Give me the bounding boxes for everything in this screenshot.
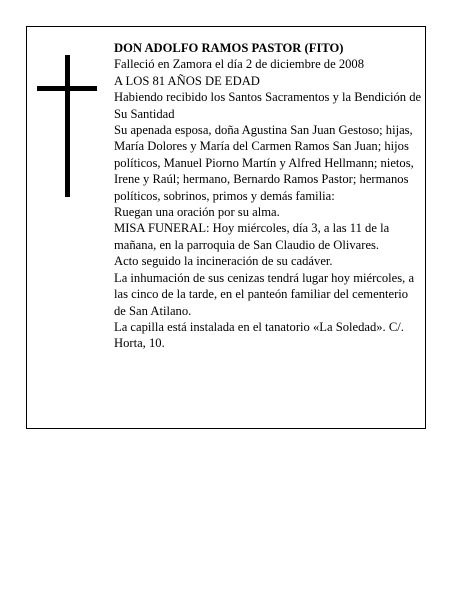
prayer-line: Ruegan una oración por su alma. (114, 205, 280, 220)
cross-vertical-bar (65, 55, 70, 197)
death-line: Falleció en Zamora el día 2 de diciembre de 2008 (114, 57, 365, 72)
cross-icon (37, 55, 97, 197)
burial-paragraph: La inhumación de sus cenizas tendrá lugar hoy miércoles, a las cinco de la tarde, en el panteón familiar del cementerio de San Atilano. (114, 270, 415, 318)
deceased-name: DON ADOLFO RAMOS PASTOR (FITO) (114, 41, 344, 55)
funeral-mass-paragraph: MISA FUNERAL: Hoy miércoles, día 3, a las 11 de la mañana, en la parroquia de San Claudio de Olivares. (114, 221, 390, 252)
family-paragraph: Su apenada esposa, doña Agustina San Juan Gestoso; hijas, María Dolores y María del Carmen Ramos San Juan; hijos políticos, Manuel Piorno Martín y Alfred Hellmann; nietos, Irene y Raúl; hermano, Bernardo Ramos Pastor; hermanos políticos, sobrinos, primos y demás familia: (114, 123, 414, 203)
chapel-paragraph: La capilla está instalada en el tanatorio «La Soledad». C/. Horta, 10. (114, 319, 404, 351)
sacraments-line: Habiendo recibido los Santos Sacramentos y la Bendición de Su Santidad (114, 90, 422, 121)
cremation-line: Acto seguido la incineración de su cadáver. (114, 254, 333, 269)
age-line: A LOS 81 AÑOS DE EDAD (114, 73, 260, 88)
obituary-notice (26, 26, 426, 429)
cross-horizontal-bar (37, 86, 97, 91)
obituary-text (114, 40, 422, 352)
